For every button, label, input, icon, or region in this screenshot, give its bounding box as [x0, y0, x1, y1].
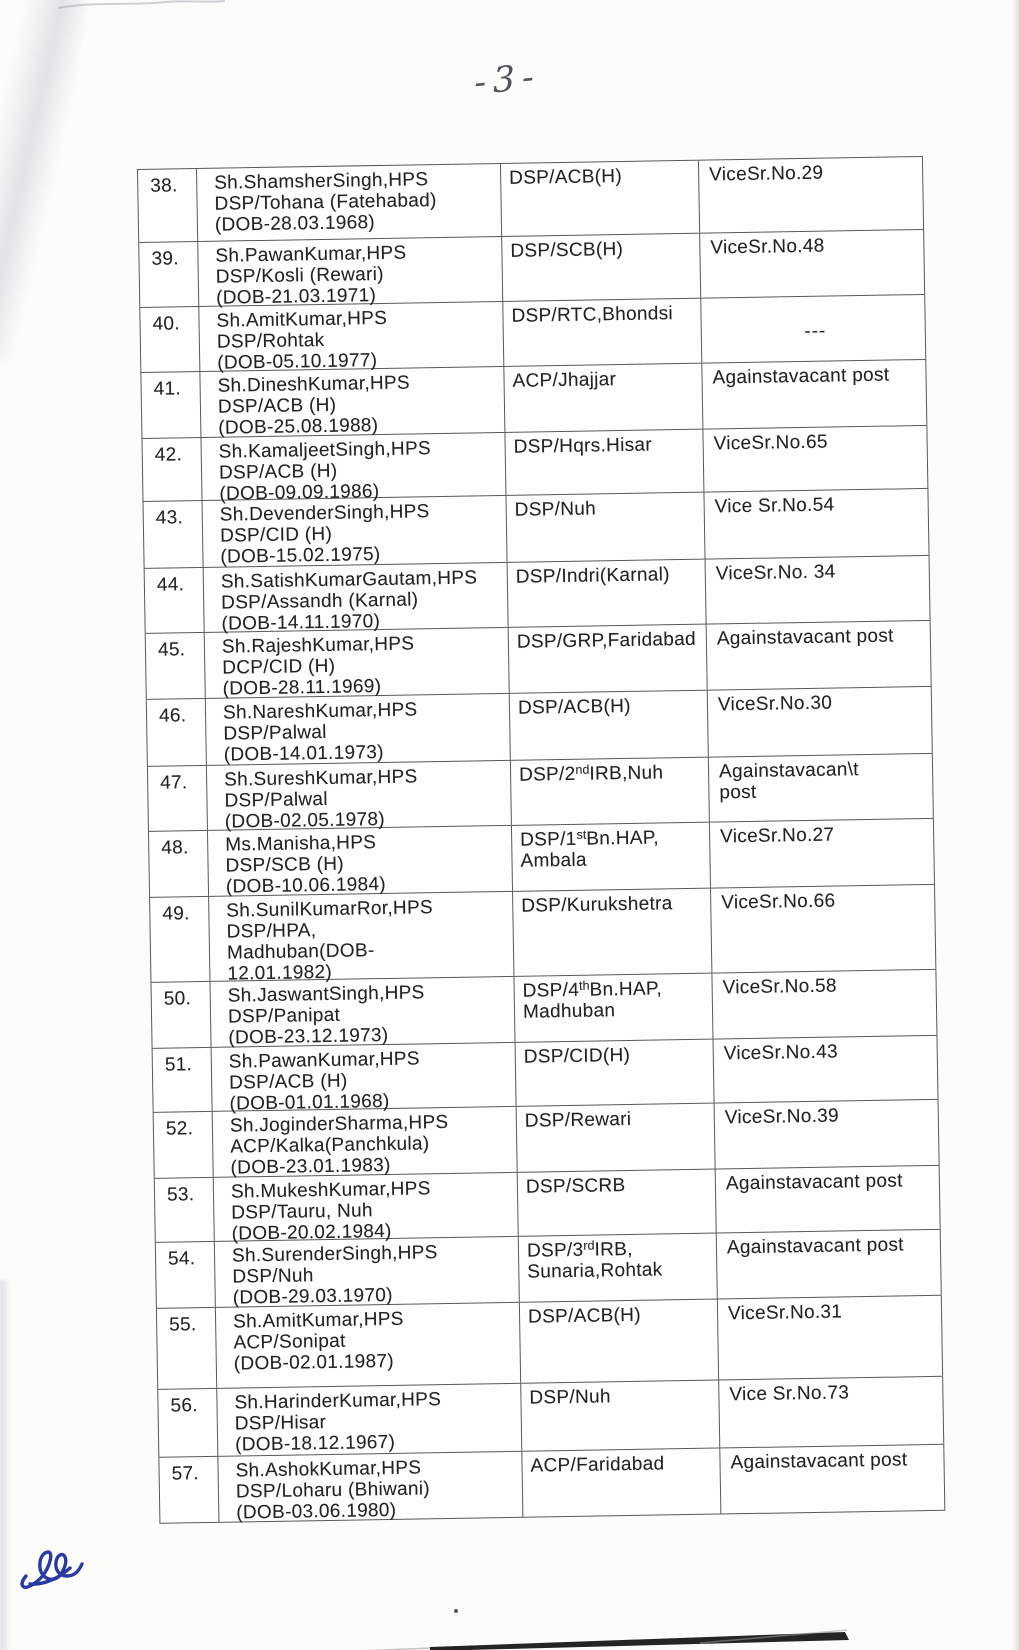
officer-line: DSP/Tohana (Fatehabad)	[214, 190, 437, 215]
officer-cell	[203, 496, 508, 567]
posting-text: DSP/Indri(Karnal)	[515, 564, 670, 588]
officer-line: Sh.SunilKumarRor,HPS	[226, 897, 434, 922]
posting-cell	[509, 625, 708, 693]
posting-cell	[519, 1234, 718, 1302]
serial-cell	[141, 372, 201, 438]
officer-line: (DOB-18.12.1967)	[234, 1431, 396, 1456]
vice-cell	[708, 687, 933, 757]
officer-line: DSP/Nuh	[232, 1265, 314, 1288]
officer-line: Ms.Manisha,HPS	[225, 832, 377, 856]
vice-cell	[711, 885, 936, 973]
vice-cell	[712, 970, 937, 1039]
posting-cell	[503, 299, 702, 366]
officer-cell	[217, 1384, 522, 1456]
vice-cell	[699, 157, 924, 233]
serial-number: 44.	[156, 574, 185, 596]
officer-line: Sh.KamaljeetSingh,HPS	[218, 438, 432, 463]
posting-text: DSP/4thBn.HAP,	[522, 978, 663, 1002]
scan-bottom-artifact	[0, 1600, 1019, 1650]
vice-cell	[716, 1166, 941, 1233]
posting-cell	[505, 430, 704, 495]
officer-transfer-table	[137, 156, 945, 1524]
officer-line: Sh.MukeshKumar,HPS	[230, 1178, 431, 1203]
officer-line: (DOB-20.02.1984)	[231, 1220, 392, 1245]
vice-cell	[701, 295, 926, 363]
posting-text: DSP/SCB(H)	[510, 238, 624, 262]
posting-cell	[508, 560, 707, 627]
officer-line: DSP/Loharu (Bhiwani)	[235, 1478, 431, 1503]
officer-line: Sh.AmitKumar,HPS	[232, 1308, 404, 1333]
officer-cell	[205, 628, 510, 698]
officer-line: ACP/Sonipat	[233, 1330, 346, 1354]
vice-line: Againstavacant post	[730, 1449, 908, 1474]
vice-cell	[707, 621, 932, 690]
serial-cell	[147, 699, 207, 766]
posting-cell	[510, 691, 709, 760]
posting-cell	[502, 234, 701, 301]
vice-line: ---	[804, 320, 827, 342]
vice-line: ViceSr.No.58	[722, 975, 837, 999]
serial-number: 46.	[158, 705, 187, 727]
posting-text: DSP/Rewari	[524, 1108, 632, 1132]
posting-cell	[518, 1170, 717, 1236]
officer-line: Sh.SurenderSingh,HPS	[231, 1242, 438, 1267]
officer-line: Sh.DineshKumar,HPS	[217, 372, 411, 397]
officer-line: DSP/Palwal	[223, 721, 327, 745]
vice-line: ViceSr.No. 34	[715, 561, 836, 585]
officer-line: DSP/Kosli (Rewari)	[215, 263, 384, 288]
serial-cell	[156, 1242, 216, 1308]
officer-line: Sh.HarinderKumar,HPS	[234, 1389, 442, 1414]
serial-cell	[142, 438, 202, 501]
officer-line: (DOB-09.09.1986)	[219, 481, 380, 505]
officer-line: Sh.DevenderSingh,HPS	[219, 501, 430, 526]
serial-cell	[145, 568, 205, 633]
vice-line: Againstavacan\t	[718, 759, 859, 783]
officer-line: DSP/Hisar	[234, 1412, 327, 1435]
vice-cell	[720, 1445, 945, 1514]
officer-line: Sh.JoginderSharma,HPS	[229, 1111, 449, 1137]
officer-line: (DOB-23.12.1973)	[228, 1024, 389, 1049]
officer-line: Sh.PawanKumar,HPS	[228, 1048, 420, 1073]
scan-left-edge-shading	[0, 1280, 11, 1650]
posting-superscript: th	[578, 978, 590, 993]
vice-line: Againstavacant post	[716, 625, 894, 650]
vice-line: ViceSr.No.39	[724, 1105, 840, 1129]
posting-text: DSP/SCRB	[525, 1175, 626, 1198]
vice-cell	[714, 1036, 939, 1103]
officer-line: DSP/Palwal	[224, 788, 328, 812]
posting-cell	[521, 1381, 720, 1451]
posting-cell	[506, 493, 705, 562]
posting-superscript: st	[576, 827, 587, 842]
officer-line: 12.01.1982)	[227, 961, 333, 985]
officer-line: DSP/ACB (H)	[217, 394, 337, 418]
posting-text: DSP/CID(H)	[523, 1044, 631, 1068]
posting-text: DSP/ACB(H)	[509, 165, 623, 189]
serial-cell	[153, 1048, 213, 1112]
scan-dot	[454, 1609, 458, 1613]
table-row	[150, 885, 936, 983]
scan-right-edge-shading	[1012, 0, 1019, 1650]
serial-cell	[139, 242, 199, 307]
vice-line: Vice Sr.No.73	[729, 1382, 850, 1406]
officer-line: (DOB-10.06.1984)	[225, 873, 387, 898]
posting-cell	[522, 1449, 721, 1517]
vice-line: Againstavacant post	[712, 364, 890, 389]
officer-line: Sh.ShamsherSingh,HPS	[214, 169, 429, 194]
serial-cell	[155, 1178, 215, 1242]
serial-number: 51.	[164, 1054, 193, 1076]
vice-line: ViceSr.No.43	[723, 1041, 839, 1065]
posting-cell	[512, 823, 711, 891]
posting-text: ACP/Faridabad	[530, 1453, 665, 1477]
officer-cell	[215, 1237, 520, 1307]
vice-line: Againstavacant post	[726, 1234, 904, 1259]
serial-cell	[154, 1112, 214, 1178]
officer-line: Sh.AshokKumar,HPS	[235, 1457, 422, 1482]
posting-text: DSP/ACB(H)	[517, 695, 631, 719]
officer-line: (DOB-28.03.1968)	[214, 212, 376, 236]
officer-line: Sh.JaswantSingh,HPS	[227, 982, 425, 1007]
table-row	[138, 157, 924, 243]
serial-cell	[158, 1389, 218, 1457]
posting-text: DSP/3rdIRB,	[526, 1238, 633, 1262]
vice-cell	[700, 230, 925, 298]
officer-line: DSP/ACB (H)	[228, 1070, 348, 1094]
vice-cell	[718, 1296, 943, 1380]
officer-line: DSP/Rohtak	[216, 329, 325, 353]
vice-line: ViceSr.No.66	[721, 890, 836, 914]
posting-text: ACP/Jhajjar	[512, 369, 617, 392]
signature-icon	[14, 1520, 106, 1598]
officer-line: DSP/ACB (H)	[218, 460, 338, 484]
vice-cell	[710, 819, 935, 888]
posting-cell	[520, 1300, 719, 1383]
officer-line: (DOB-21.03.1971)	[215, 285, 377, 309]
vice-line: Vice Sr.No.54	[714, 494, 835, 518]
posting-cell	[517, 1104, 716, 1172]
serial-number: 54.	[167, 1248, 196, 1270]
serial-number: 48.	[161, 837, 189, 859]
officer-line: DSP/Assandh (Karnal)	[221, 589, 419, 614]
posting-superscript: rd	[583, 1238, 595, 1253]
officer-cell	[210, 977, 515, 1047]
serial-cell	[159, 1457, 219, 1523]
serial-cell	[149, 831, 209, 897]
serial-number: 55.	[168, 1314, 197, 1336]
posting-superscript: nd	[575, 762, 590, 777]
officer-cell	[212, 1043, 517, 1115]
vice-line: ViceSr.No.27	[719, 824, 835, 848]
officer-line: (DOB-29.03.1970)	[232, 1284, 393, 1309]
officer-line: Sh.SureshKumar,HPS	[223, 766, 418, 791]
posting-text: DSP/Kurukshetra	[521, 893, 673, 917]
posting-text: DSP/2ndIRB,Nuh	[518, 762, 664, 786]
serial-cell	[140, 307, 200, 372]
officer-line: DCP/CID (H)	[222, 655, 336, 679]
vice-cell	[703, 426, 928, 492]
posting-text: DSP/RTC,Bhondsi	[511, 303, 674, 327]
officer-cell	[208, 826, 513, 896]
posting-cell	[511, 758, 710, 825]
posting-cell	[516, 1040, 715, 1106]
officer-line: Sh.PawanKumar,HPS	[215, 242, 407, 267]
officer-line: DSP/Panipat	[227, 1004, 341, 1028]
officer-cell	[199, 302, 504, 374]
officer-line: DSP/CID (H)	[219, 523, 333, 547]
officer-line: ACP/Kalka(Panchkula)	[230, 1133, 430, 1158]
serial-cell	[146, 633, 206, 699]
posting-text: DSP/Nuh	[514, 498, 597, 521]
serial-number: 50.	[163, 988, 192, 1010]
vice-line: ViceSr.No.48	[710, 235, 825, 259]
posting-cell	[504, 364, 703, 432]
officer-line: Sh.NareshKumar,HPS	[222, 699, 418, 724]
vice-line: ViceSr.No.65	[713, 431, 828, 455]
officer-line: (DOB-14.11.1970)	[221, 611, 381, 635]
serial-number: 42.	[154, 444, 183, 466]
vice-cell	[702, 360, 927, 429]
serial-cell	[157, 1308, 217, 1389]
serial-cell	[148, 766, 208, 831]
serial-number: 40.	[152, 313, 181, 335]
vice-cell	[706, 556, 931, 624]
serial-number: 53.	[166, 1184, 195, 1206]
posting-cell	[514, 974, 713, 1042]
vice-cell	[719, 1377, 944, 1448]
officer-cell	[197, 164, 502, 241]
officer-cell	[201, 433, 506, 505]
table-row	[157, 1296, 943, 1390]
serial-number: 43.	[155, 507, 184, 529]
officer-line: Sh.AmitKumar,HPS	[216, 307, 388, 332]
scan-top-edge-mark	[0, 0, 260, 20]
officer-cell	[206, 694, 511, 765]
officer-cell	[207, 761, 512, 833]
serial-cell	[151, 982, 211, 1048]
page-number: -3-	[473, 56, 542, 104]
officer-line: (DOB-23.01.1983)	[230, 1154, 391, 1179]
officer-cell	[209, 892, 514, 985]
vice-line: ViceSr.No.29	[709, 162, 824, 186]
officer-line: (DOB-05.10.1977)	[217, 350, 378, 374]
table-row	[158, 1377, 944, 1458]
posting-text: DSP/ACB(H)	[527, 1304, 642, 1328]
serial-cell	[138, 169, 198, 242]
serial-number: 45.	[157, 639, 186, 661]
officer-cell	[198, 237, 503, 309]
officer-line: Sh.SatishKumarGautam,HPS	[220, 567, 478, 593]
officer-cell	[218, 1452, 523, 1522]
officer-line: Sh.RajeshKumar,HPS	[221, 633, 415, 658]
officer-line: (DOB-15.02.1975)	[220, 544, 381, 568]
officer-cell	[200, 367, 505, 437]
officer-line: (DOB-01.01.1968)	[229, 1090, 390, 1115]
officer-line: DSP/HPA,	[226, 920, 317, 943]
vice-line: ViceSr.No.31	[727, 1301, 843, 1325]
vice-cell	[709, 754, 934, 822]
officer-line: (DOB-14.01.1973)	[223, 741, 384, 766]
officer-cell	[213, 1107, 518, 1177]
serial-number: 57.	[171, 1463, 200, 1485]
vice-line: ViceSr.No.30	[717, 692, 833, 716]
posting-line2: Sunaria,Rohtak	[527, 1259, 663, 1283]
serial-number: 47.	[160, 772, 188, 794]
officer-line: (DOB-03.06.1980)	[236, 1499, 397, 1524]
posting-text: DSP/GRP,Faridabad	[516, 628, 697, 653]
posting-text: DSP/1stBn.HAP,	[520, 827, 660, 851]
serial-cell	[150, 897, 210, 982]
posting-cell	[513, 889, 712, 976]
serial-cell	[144, 501, 204, 568]
serial-number: 39.	[151, 248, 179, 270]
serial-number: 38.	[150, 175, 178, 197]
posting-cell	[501, 161, 700, 236]
vice-cell	[717, 1230, 942, 1299]
officer-cell	[204, 563, 509, 635]
officer-cell	[214, 1173, 519, 1245]
serial-number: 56.	[170, 1395, 199, 1417]
vice-line: post	[719, 781, 757, 804]
posting-text: DSP/Hqrs.Hisar	[513, 434, 653, 458]
officer-cell	[216, 1303, 521, 1388]
posting-text: DSP/Nuh	[529, 1386, 611, 1409]
posting-line2: Madhuban	[522, 1000, 616, 1023]
vice-cell	[715, 1100, 940, 1169]
table-row	[159, 1445, 945, 1524]
scan-crease-artifact	[0, 0, 87, 365]
vice-line: Againstavacant post	[725, 1170, 903, 1195]
officer-line: (DOB-02.05.1978)	[224, 808, 386, 833]
officer-line: (DOB-25.08.1988)	[218, 415, 379, 439]
vice-cell	[704, 489, 929, 559]
serial-number: 52.	[165, 1118, 194, 1140]
officer-line: DSP/SCB (H)	[225, 853, 345, 877]
officer-line: Madhuban(DOB-	[226, 940, 375, 964]
officer-line: (DOB-28.11.1969)	[222, 676, 382, 700]
officer-line: (DOB-02.01.1987)	[233, 1350, 395, 1375]
posting-line2: Ambala	[520, 849, 587, 872]
officer-line: DSP/Tauru, Nuh	[231, 1200, 373, 1224]
serial-number: 49.	[162, 903, 190, 925]
serial-number: 41.	[153, 378, 182, 400]
